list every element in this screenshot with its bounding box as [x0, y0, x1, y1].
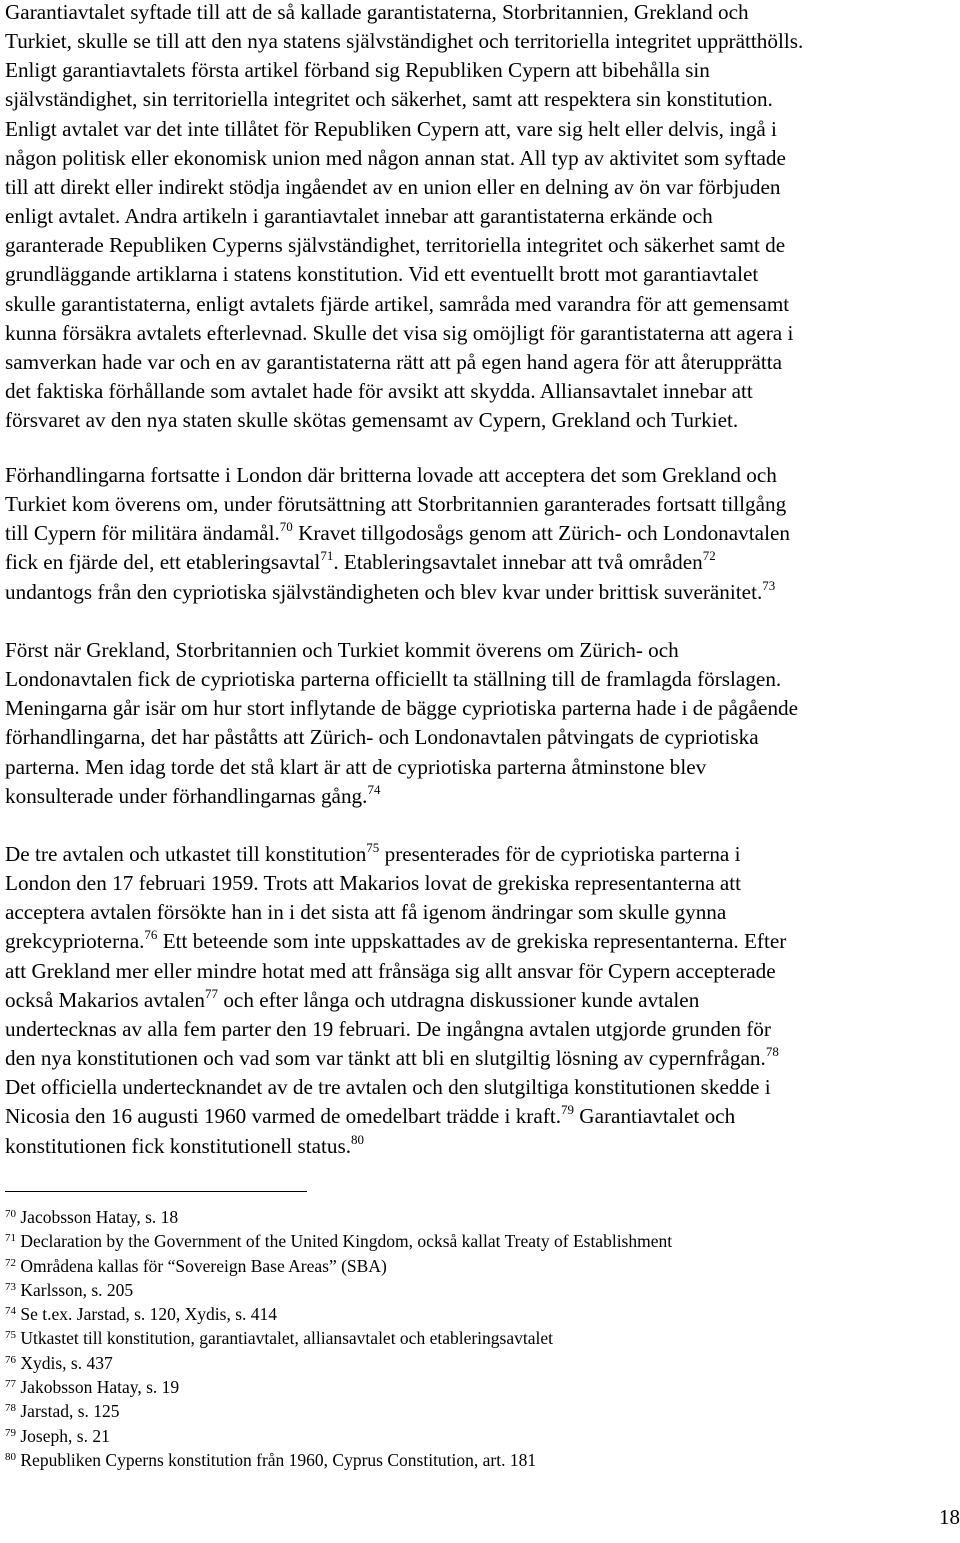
footnote-reference[interactable]: 79 — [561, 1102, 574, 1118]
footnote-item — [5, 1375, 905, 1399]
paragraph-text: De tre avtalen och utkastet till konstitution — [5, 842, 367, 866]
footnote-number: 78 — [5, 1402, 16, 1415]
footnote-text: Declaration by the Government of the United Kingdom, också kallat Treaty of Establishment — [20, 1231, 673, 1252]
footnote-item — [5, 1205, 905, 1229]
footnote-item — [5, 1229, 905, 1253]
page-number: 18 — [939, 1505, 960, 1529]
footnote-item — [5, 1424, 905, 1448]
paragraph-text: Garantiavtalet och konstitutionen fick konstitutionell status. — [5, 1104, 736, 1158]
footnote-text: Jakobsson Hatay, s. 19 — [20, 1377, 180, 1398]
footnote-number: 76 — [5, 1353, 16, 1366]
footnote-number: 72 — [5, 1256, 16, 1269]
footnote-item — [5, 1302, 905, 1326]
body-paragraph — [5, 0, 803, 435]
paragraph-text: presenterades för de cypriotiska parterna i London den 17 februari 1959. Trots att Makarios lovat de grekiska representanterna att acceptera avtalen försökte han in i det sista att få igenom ändringar som skulle gynna grekcyprioterna. — [5, 842, 742, 954]
footnote-text: Karlsson, s. 205 — [20, 1279, 134, 1300]
footnote-text: Utkastet till konstitution, garantiavtalet, alliansavtalet och etableringsavtalet — [20, 1328, 553, 1349]
paragraph-text: . Etableringsavtalet innebar att två områden — [333, 550, 703, 575]
footnote-reference[interactable]: 71 — [320, 548, 334, 564]
footnote-item — [5, 1399, 905, 1423]
footnote-reference[interactable]: 78 — [765, 1044, 779, 1060]
footnote-item — [5, 1254, 905, 1278]
paragraph-text: Ett beteende som inte uppskattades av de grekiska representanterna. Efter att Grekland mer eller mindre hotat med att frånsäga sig allt ansvar för Cypern accepterade också Makarios avtalen — [5, 929, 787, 1012]
footnote-text: Se t.ex. Jarstad, s. 120, Xydis, s. 414 — [20, 1304, 278, 1325]
footnote-reference[interactable]: 70 — [279, 519, 293, 535]
paragraph-text: Kravet tillgodosågs genom att Zürich- och Londonavtalen fick en fjärde del, ett etableringsavtal — [5, 521, 790, 575]
footnote-number: 70 — [5, 1208, 16, 1220]
footnote-text: Joseph, s. 21 — [20, 1425, 110, 1446]
footnote-text: Jacobsson Hatay, s. 18 — [20, 1207, 179, 1227]
footnote-reference[interactable]: 80 — [351, 1131, 365, 1147]
footnote-number: 75 — [5, 1329, 16, 1342]
footnote-reference[interactable]: 75 — [366, 840, 380, 855]
footnote-reference[interactable]: 72 — [702, 548, 716, 564]
footnote-number: 77 — [5, 1378, 16, 1391]
footnote-item — [5, 1351, 905, 1375]
footnote-text: Xydis, s. 437 — [20, 1352, 113, 1373]
footnote-reference[interactable]: 74 — [367, 781, 381, 797]
footnote-reference[interactable]: 77 — [205, 985, 219, 1001]
footnote-item — [5, 1326, 905, 1350]
footnote-text: Jarstad, s. 125 — [20, 1401, 120, 1422]
footnote-number: 74 — [5, 1305, 16, 1318]
paragraph-text: Först när Grekland, Storbritannien och Turkiet kommit överens om Zürich- och Londonavtalen fick de cypriotiska parterna officiellt ta ställning till de framlagda förslagen. Meningarna går isär om hur stort inflytande de bägge cypriotiska parterna hade i de pågående förhandlingarna, det har påståtts att Zürich- och Londonavtalen påtvingats de cypriotiska parterna. Men idag torde det stå klart är att de cypriotiska parterna åtminstone blev konsulterade under förhandlingarnas gång. — [5, 638, 799, 808]
footnote-text: Republiken Cyperns konstitution från 1960, Cyprus Constitution, art. 181 — [20, 1449, 537, 1470]
footnote-list — [5, 1205, 905, 1472]
footnote-separator — [5, 1191, 307, 1192]
body-paragraph — [5, 461, 790, 607]
paragraph-text: och efter långa och utdragna diskussioner kunde avtalen undertecknas av alla fem parter den 19 februari. De ingångna avtalen utgjorde grunden för den nya konstitutionen och vad som var tänkt att bli en slutgiltig lösning av cypernfrågan. — [5, 987, 771, 1071]
footnote-item — [5, 1448, 905, 1472]
footnote-item — [5, 1278, 905, 1302]
paragraph-text: Förhandlingarna fortsatte i London där britterna lovade att acceptera det som Grekland och Turkiet kom överens om, under förutsättning att Storbritannien garanterades fortsatt tillgång till Cypern för militära ändamål. — [5, 463, 787, 546]
footnote-text: Områdena kallas för “Sovereign Base Areas” (SBA) — [20, 1255, 387, 1276]
footnote-number: 71 — [5, 1232, 16, 1245]
footnote-reference[interactable]: 76 — [144, 927, 158, 943]
body-paragraph — [5, 840, 786, 1161]
footnote-number: 80 — [5, 1450, 16, 1463]
footnote-number: 79 — [5, 1426, 16, 1439]
paragraph-text: undantogs från den cypriotiska självständigheten och blev kvar under brittisk suveränitet. — [5, 579, 763, 604]
paragraph-text: Det officiella undertecknandet av de tre avtalen och den slutgiltiga konstitutionen skedde i Nicosia den 16 augusti 1960 varmed de omedelbart trädde i kraft. — [5, 1075, 771, 1129]
footnote-number: 73 — [5, 1280, 16, 1293]
footnote-reference[interactable]: 73 — [762, 577, 776, 593]
body-paragraph — [5, 636, 798, 811]
paragraph-text: Garantiavtalet syftade till att de så kallade garantistaterna, Storbritannien, Grekland och Turkiet, skulle se till att den nya statens självständighet och territoriella integritet upprätthölls. Enligt garantiavtalets första artikel förband sig Republiken Cypern att bibehålla sin självständighet, sin territoriella integritet och säkerhet, samt att respektera sin konstitution. Enligt avtalet var det inte tillåtet för Republiken Cypern att, vare sig helt eller delvis, ingå i någon politisk eller ekonomisk union med någon annan stat. All typ av aktivitet som syftade till att direkt eller indirekt stödja ingåendet av en union eller en delning av ön var förbjuden enligt avtalet. Andra artikeln i garantiavtalet innebar att garantistaterna erkände och garanterade Republiken Cyperns självständighet, territoriella integritet och säkerhet samt de grundläggande artiklarna i statens konstitution. Vid ett eventuellt brott mot garantiavtalet skulle garantistaterna, enligt avtalets fjärde artikel, samråda med varandra för att gemensamt kunna försäkra avtalets efterlevnad. Skulle det visa sig omöjligt för garantistaterna att agera i samverkan hade var och en av garantistaterna rätt att på egen hand agera för att återupprätta det faktiska förhållande som avtalet hade för avsikt att skydda. Alliansavtalet innebar att försvaret av den nya staten skulle skötas gemensamt av Cypern, Grekland och Turkiet. — [5, 0, 804, 433]
